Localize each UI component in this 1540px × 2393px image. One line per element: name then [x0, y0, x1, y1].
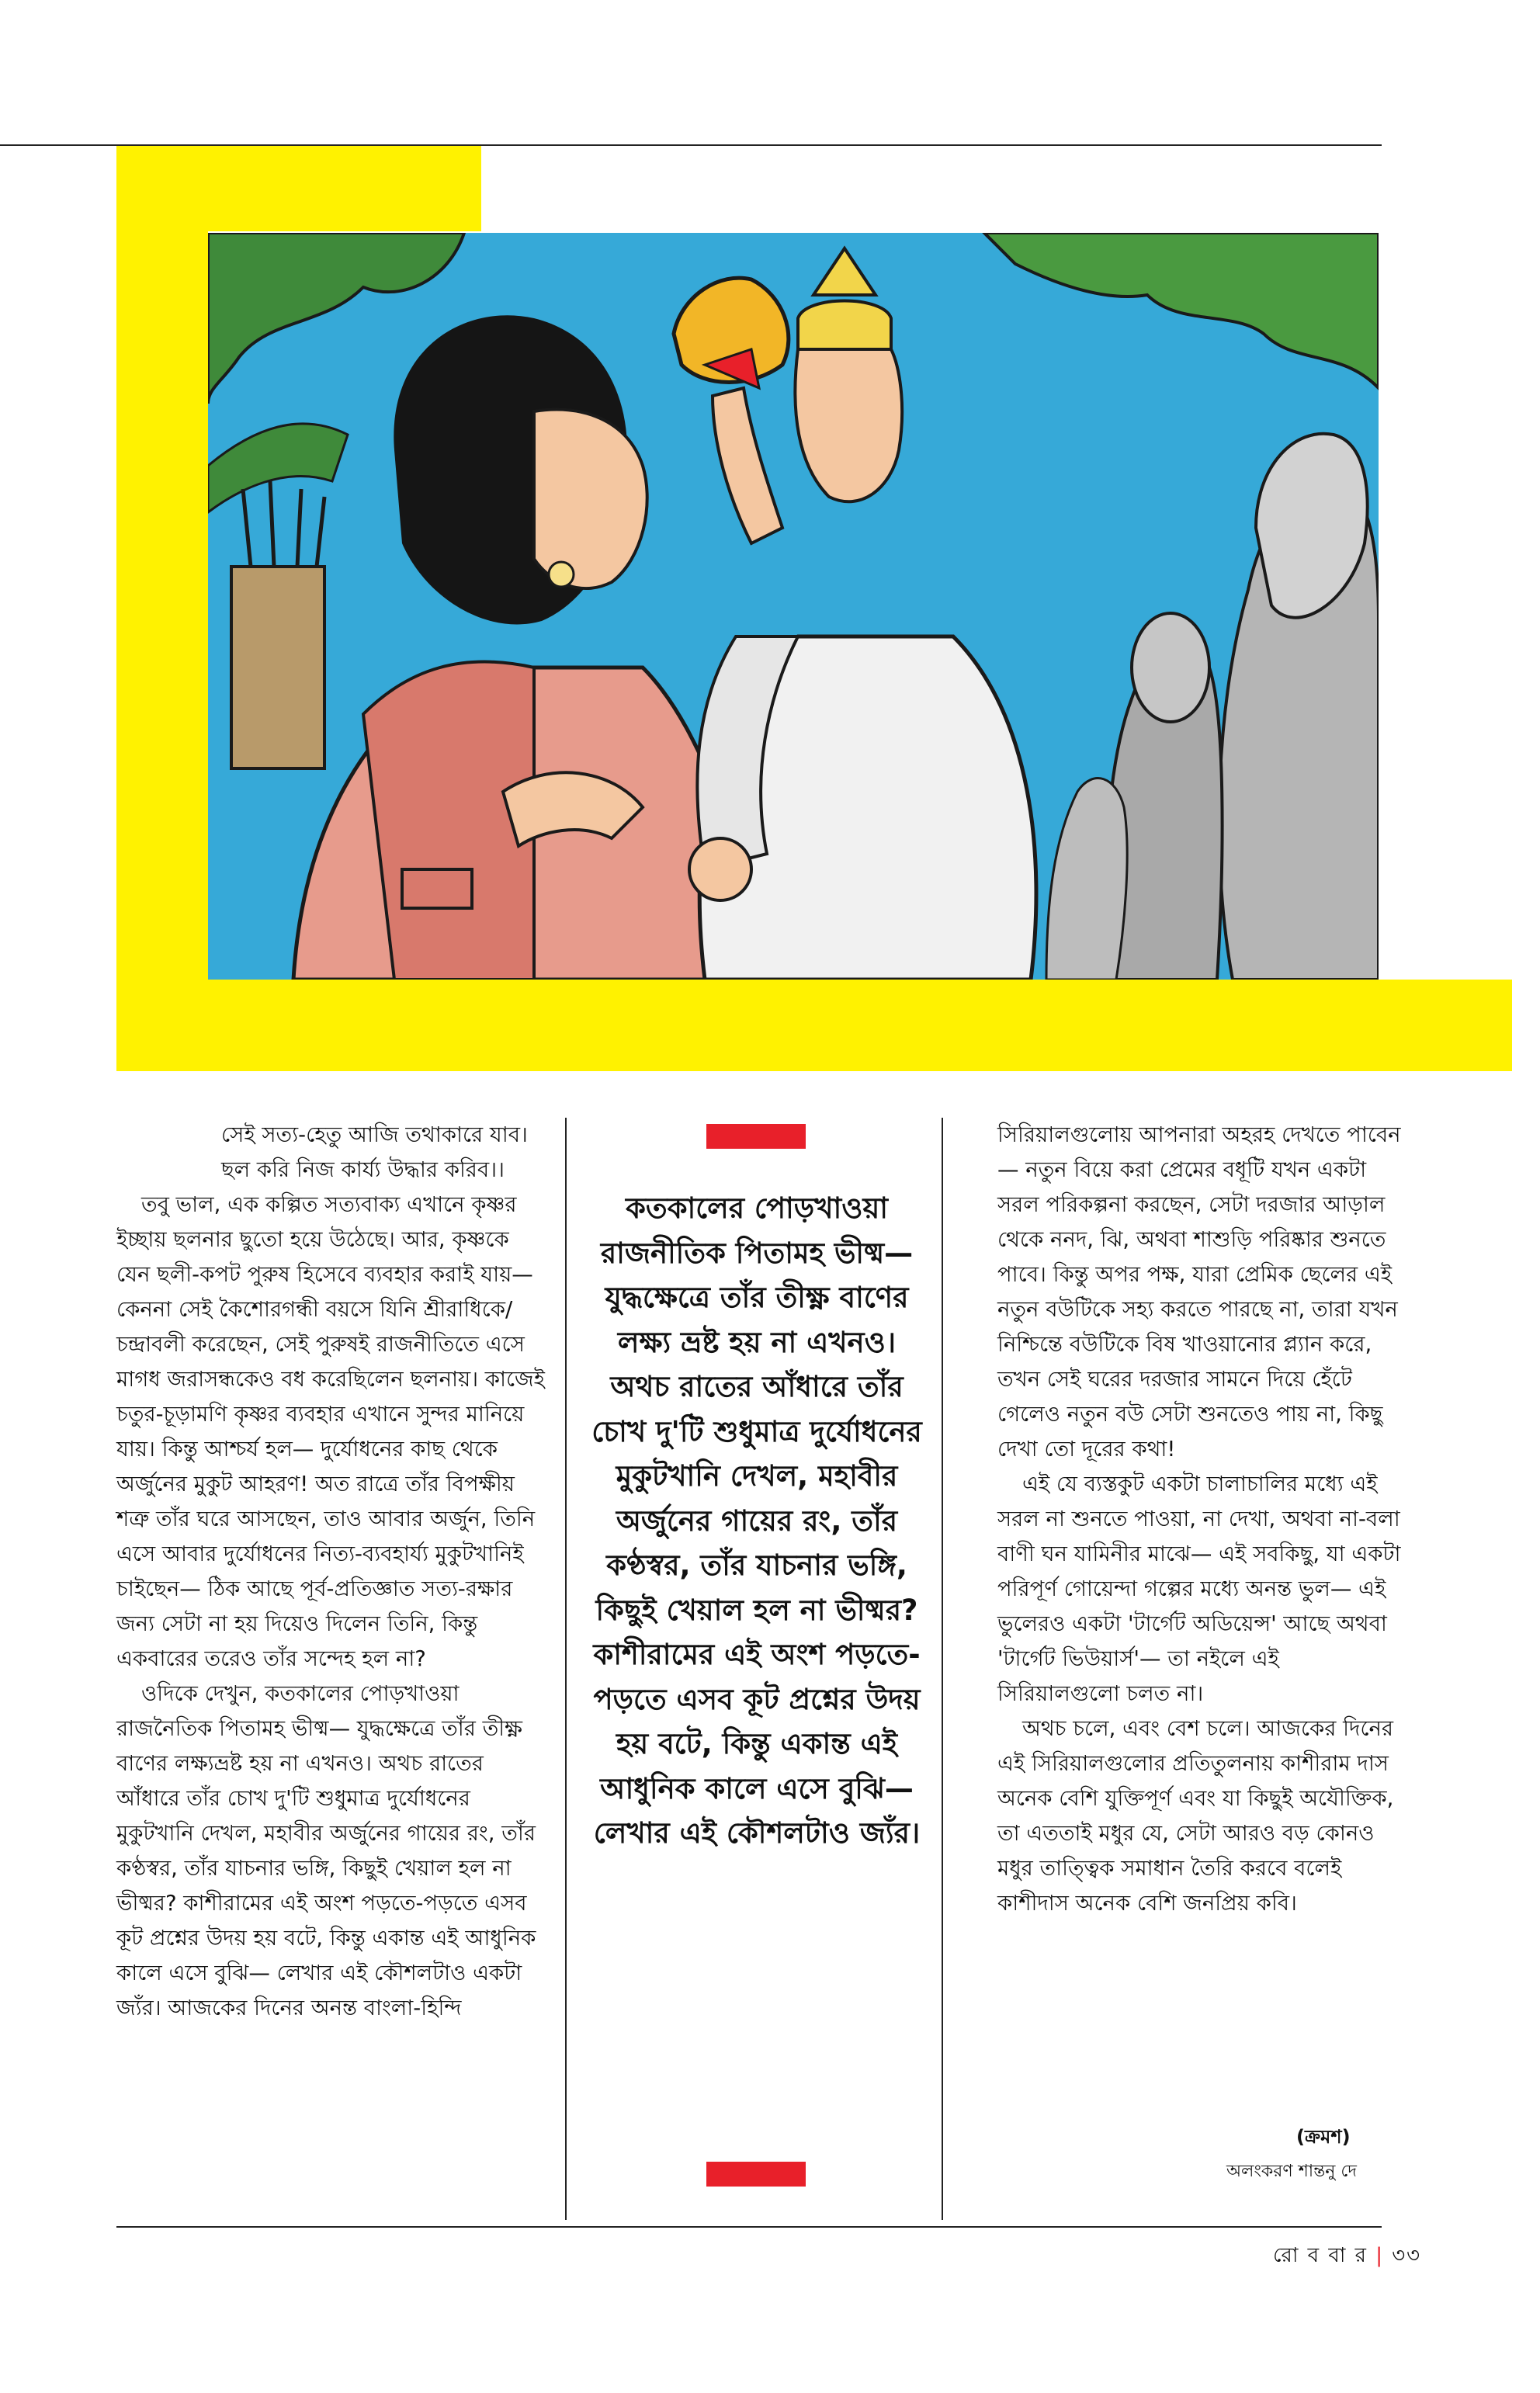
article-paragraph: সিরিয়ালগুলোয় আপনারা অহরহ দেখতে পাবেন— নতুন বিয়ে করা প্রেমের বধূটি যখন একটা সরল পরিকল্পনা করছেন, সেটা দরজার আড়াল থেকে ননদ, ঝি, অথবা শাশুড়ি পরিষ্কার শুনতে পাবে। কিন্তু অপর পক্ষ, যারা প্রেমিক ছেলের এই নতুন বউটিকে সহ্য করতে পারছে না, তারা যখন নিশ্চিন্তে বউটিকে বিষ খাওয়ানোর প্ল্যান করে, তখন সেই ঘরের দরজার সামনে দিয়ে হেঁটে গেলেও নতুন বউ সেটা শুনতেও পায় না, কিছু দেখা তো দূরের কথা! — [997, 1122, 1401, 1462]
bottom-rule — [116, 2226, 1382, 2228]
page-footer — [1273, 2239, 1421, 2273]
article-column-left — [116, 1118, 547, 2026]
column-divider — [565, 1118, 567, 2220]
article-paragraph: তবু ভাল, এক কল্পিত সত্যবাক্য এখানে কৃষ্ণর ইচ্ছায় ছলনার ছুতো হয়ে উঠেছে। আর, কৃষ্ণকে যেন ছলী-কপট পুরুষ হিসেবে ব্যবহার করাই যায়— কেননা সেই কৈশোরগন্ধী বয়সে যিনি শ্রীরাধিকে/ চন্দ্রাবলী করেছেন, সেই পুরুষই রাজনীতিতে এসে মাগধ জরাসন্ধকেও বধ করেছিলেন ছলনায়। কাজেই চতুর-চূড়ামণি কৃষ্ণর ব্যবহার এখানে সুন্দর মানিয়ে যায়। কিন্তু আশ্চর্য হল— দুর্যোধনের কাছ থেকে অর্জুনের মুকুট আহরণ! অত রাত্রে তাঁর বিপক্ষীয় শত্রু তাঁর ঘরে আসছেন, তাও আবার অর্জুন, তিনি এসে আবার দুর্যোধনের নিত্য-ব্যবহার্য্য মুকুটখানিই চাইছেন— ঠিক আছে পূর্ব-প্রতিজ্ঞাত সত্য-রক্ষার জন্য সেটা না হয় দিয়েও দিলেন তিনি, কিন্তু একবারের তরেও তাঁর সন্দেহ হল না? — [116, 1192, 545, 1671]
illustration-drawing — [208, 233, 1379, 980]
pull-quote-bar-top — [706, 1124, 806, 1149]
article-paragraph: ওদিকে দেখুন, কতকালের পোড়খাওয়া রাজনৈতিক পিতামহ ভীষ্ম— যুদ্ধক্ষেত্রে তাঁর তীক্ষ্ণ বাণের লক্ষ্যভ্রষ্ট হয় না এখনও। অথচ রাতের আঁধারে তাঁর চোখ দু'টি শুধুমাত্র দুর্যোধনের মুকুটখানি দেখল, মহাবীর অর্জুনের গায়ের রং, তাঁর কণ্ঠস্বর, তাঁর যাচনার ভঙ্গি, কিছুই খেয়াল হল না ভীষ্মর? কাশীরামের এই অংশ পড়তে-পড়তে এসব কূট প্রশ্নের উদয় হয় বটে, কিন্তু একান্ত এই আধুনিক কালে এসে বুঝি— লেখার এই কৌশলটাও একটা জ্যঁর। আজকের দিনের অনন্ত বাংলা-হিন্দি — [116, 1681, 536, 2020]
article-column-right — [997, 1118, 1401, 1921]
column-divider — [942, 1118, 943, 2220]
illustration-credit: অলংকরণ শান্তনু দে — [1226, 2162, 1357, 2181]
footer-separator: | — [1375, 2244, 1384, 2267]
yellow-frame-left — [116, 146, 208, 1071]
article-paragraph: এই যে ব্যস্তকুট একটা চালাচালির মধ্যে এই সরল না শুনতে পাওয়া, না দেখা, অথবা না-বলা বাণী ঘন যামিনীর মাঝে— এই সবকিছু, যা একটা পরিপূর্ণ গোয়েন্দা গল্পের মধ্যে অনন্ত ভুল— এই ভুলেরও একটা 'টার্গেট অডিয়েন্স' আছে অথবা 'টার্গেট ভিউয়ার্স'— তা নইলে এই সিরিয়ালগুলো চলত না। — [997, 1472, 1401, 1706]
magazine-name: রো ব বা র — [1273, 2244, 1368, 2267]
pull-quote-bar-bottom — [706, 2162, 806, 2187]
to-be-continued: (ক্রমশ) — [1296, 2126, 1351, 2148]
verse-line-1: সেই সত্য-হেতু আজি তথাকারে যাব। — [221, 1122, 528, 1147]
illustration — [208, 233, 1379, 980]
article-paragraph: অথচ চলে, এবং বেশ চলে। আজকের দিনের এই সিরিয়ালগুলোর প্রতিতুলনায় কাশীরাম দাস অনেক বেশি যুক্তিপূর্ণ এবং যা কিছুই অযৌক্তিক, তা এততাই মধুর যে, সেটা আরও বড় কোনও মধুর তাত্ত্বিক সমাধান তৈরি করবে বলেই কাশীদাস অনেক বেশি জনপ্রিয় কবি। — [997, 1716, 1394, 1916]
yellow-frame-bottom — [116, 980, 1512, 1071]
verse-line-2: ছল করি নিজ কার্য্য উদ্ধার করিব।। — [221, 1157, 505, 1182]
pull-quote: কতকালের পোড়খাওয়া রাজনীতিক পিতামহ ভীষ্ম— যুদ্ধক্ষেত্রে তাঁর তীক্ষ্ণ বাণের লক্ষ্য ভ্রষ্ট হয় না এখনও। অথচ রাতের আঁধারে তাঁর চোখ দু'টি শুধুমাত্র দুর্যোধনের মুকুটখানি দেখল, মহাবীর অর্জুনের গায়ের রং, তাঁর কণ্ঠস্বর, তাঁর যাচনার ভঙ্গি, কিছুই খেয়াল হল না ভীষ্মর? কাশীরামের এই অংশ পড়তে-পড়তে এসব কূট প্রশ্নের উদয় হয় বটে, কিন্তু একান্ত এই আধুনিক কালে এসে বুঝি— লেখার এই কৌশলটাও জ্যঁর। — [591, 1191, 922, 1850]
page-number: ৩৩ — [1392, 2244, 1422, 2267]
